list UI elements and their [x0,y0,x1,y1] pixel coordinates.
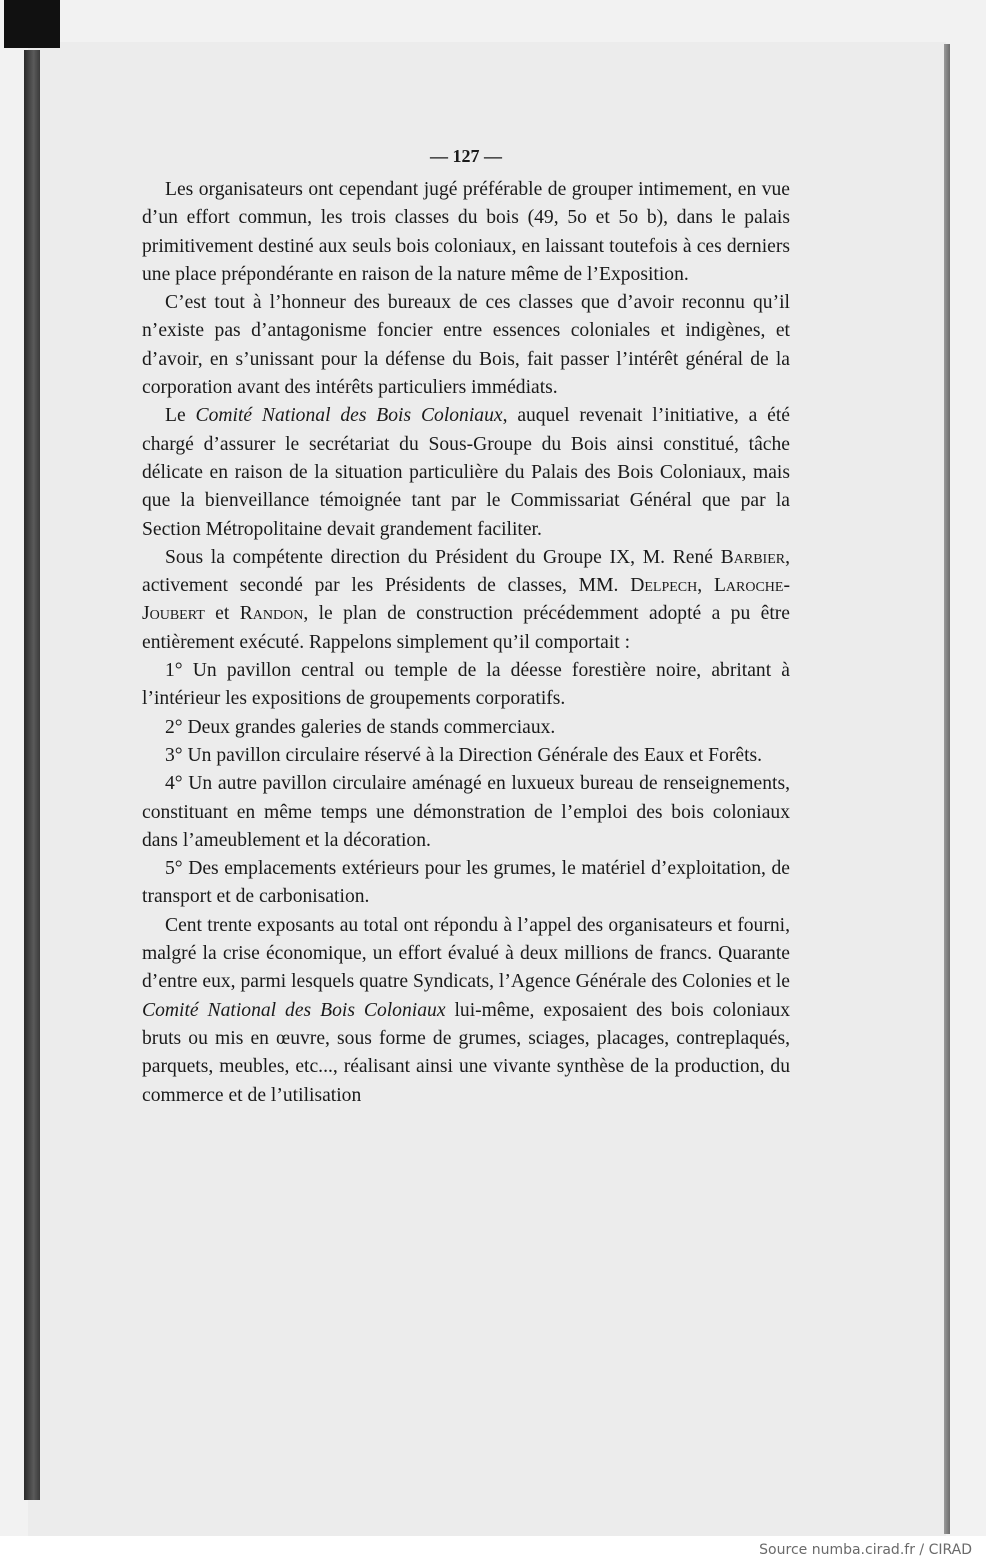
text-run: 1° Un pavillon central ou temple de la déesse forestière noire, abritant à l’intérieur les expositions de groupements corporatifs. [142,660,790,710]
paragraph [142,657,790,714]
smallcaps-name: Laroche-Joubert [142,575,790,625]
text-run: 2° Deux grandes galeries de stands commerciaux. [165,716,556,738]
text-run: Cent trente exposants au total ont répondu à l’appel des organisateurs et fourni, malgré la crise économique, un effort évalué à deux millions de francs. Quarante d’entre eux, parmi lesquels quatre Syndicats, l’Agence Générale des Colonies et le [142,914,791,993]
text-run: et [204,603,240,625]
paragraph [142,402,790,543]
page-edge-right [944,44,950,1534]
smallcaps-name: Barbier [720,546,786,568]
text-run: Sous la compétente direction du Président du Groupe IX, M. René [165,546,721,568]
text-run: 3° Un pavillon circulaire réservé à la Direction Générale des Eaux et Forêts. [165,744,763,766]
paragraph [142,855,790,912]
text-run: lui-même, exposaient des bois coloniaux bruts ou mis en œuvre, sous forme de grumes, sciages, placages, contreplaqués, parquets, meubles, etc..., réalisant ainsi une vivante synthèse de la production, du commerce et de l’utilisation [142,999,791,1106]
book-binding-edge [24,50,40,1500]
text-run: , activement secondé par les Présidents de classes, MM. [142,546,790,597]
paragraph [142,176,790,289]
text-run: Le [165,405,196,427]
text-run: 4° Un autre pavillon circulaire aménagé en luxueux bureau de renseignements, constituant en même temps une démonstration de l’emploi des bois coloniaux dans l’ameublement et la décoration. [142,773,790,851]
italic-text: Comité National des Bois Coloniaux [142,999,446,1021]
italic-text: Comité National des Bois Coloniaux [195,405,503,427]
text-run: , auquel revenait l’initiative, a été chargé d’assurer le secrétariat du Sous-Groupe du Bois ainsi constitué, tâche délicate en raison de la situation particulière du Palais des Bois Coloniaux, mais que la bienveillance témoignée tant par le Commissariat Général que par la Section Métropolitaine devait grandement faciliter. [142,405,790,540]
smallcaps-name: Randon [239,603,304,625]
text-run: , [697,575,714,597]
text-run: Les organisateurs ont cependant jugé préférable de grouper intimement, en vue d’un effort commun, les trois classes du bois (49, 5o et 5o b), dans le palais primitivement destiné aux seuls bois coloniaux, en laissant toutefois à ces derniers une place prépondérante en raison de la nature même de l’Exposition. [142,179,790,285]
paragraph [142,289,790,402]
page-text [142,142,790,1110]
binding-shadow-top [4,0,60,48]
text-run: , le plan de construction précédemment adopté a pu être entièrement exécuté. Rappelons simplement qu’il comportait : [142,603,790,653]
body-paragraphs [142,176,790,1110]
source-credit: Source numba.cirad.fr / CIRAD [759,1542,972,1558]
smallcaps-name: Delpech [630,575,698,597]
text-run: C’est tout à l’honneur des bureaux de ces classes que d’avoir reconnu qu’il n’existe pas d’antagonisme foncier entre essences coloniales et indigènes, et d’avoir, en s’unissant pour la défense du Bois, fait passer l’intérêt général de la corporation avant des intérêts particuliers immédiats. [142,292,790,399]
paragraph [142,742,790,770]
paragraph [142,714,790,742]
paragraph [142,912,790,1110]
page-number: — 127 — [430,146,502,166]
text-run: 5° Des emplacements extérieurs pour les grumes, le matériel d’exploitation, de transport et de carbonisation. [142,858,790,908]
paragraph [142,770,790,855]
paragraph [142,544,790,657]
